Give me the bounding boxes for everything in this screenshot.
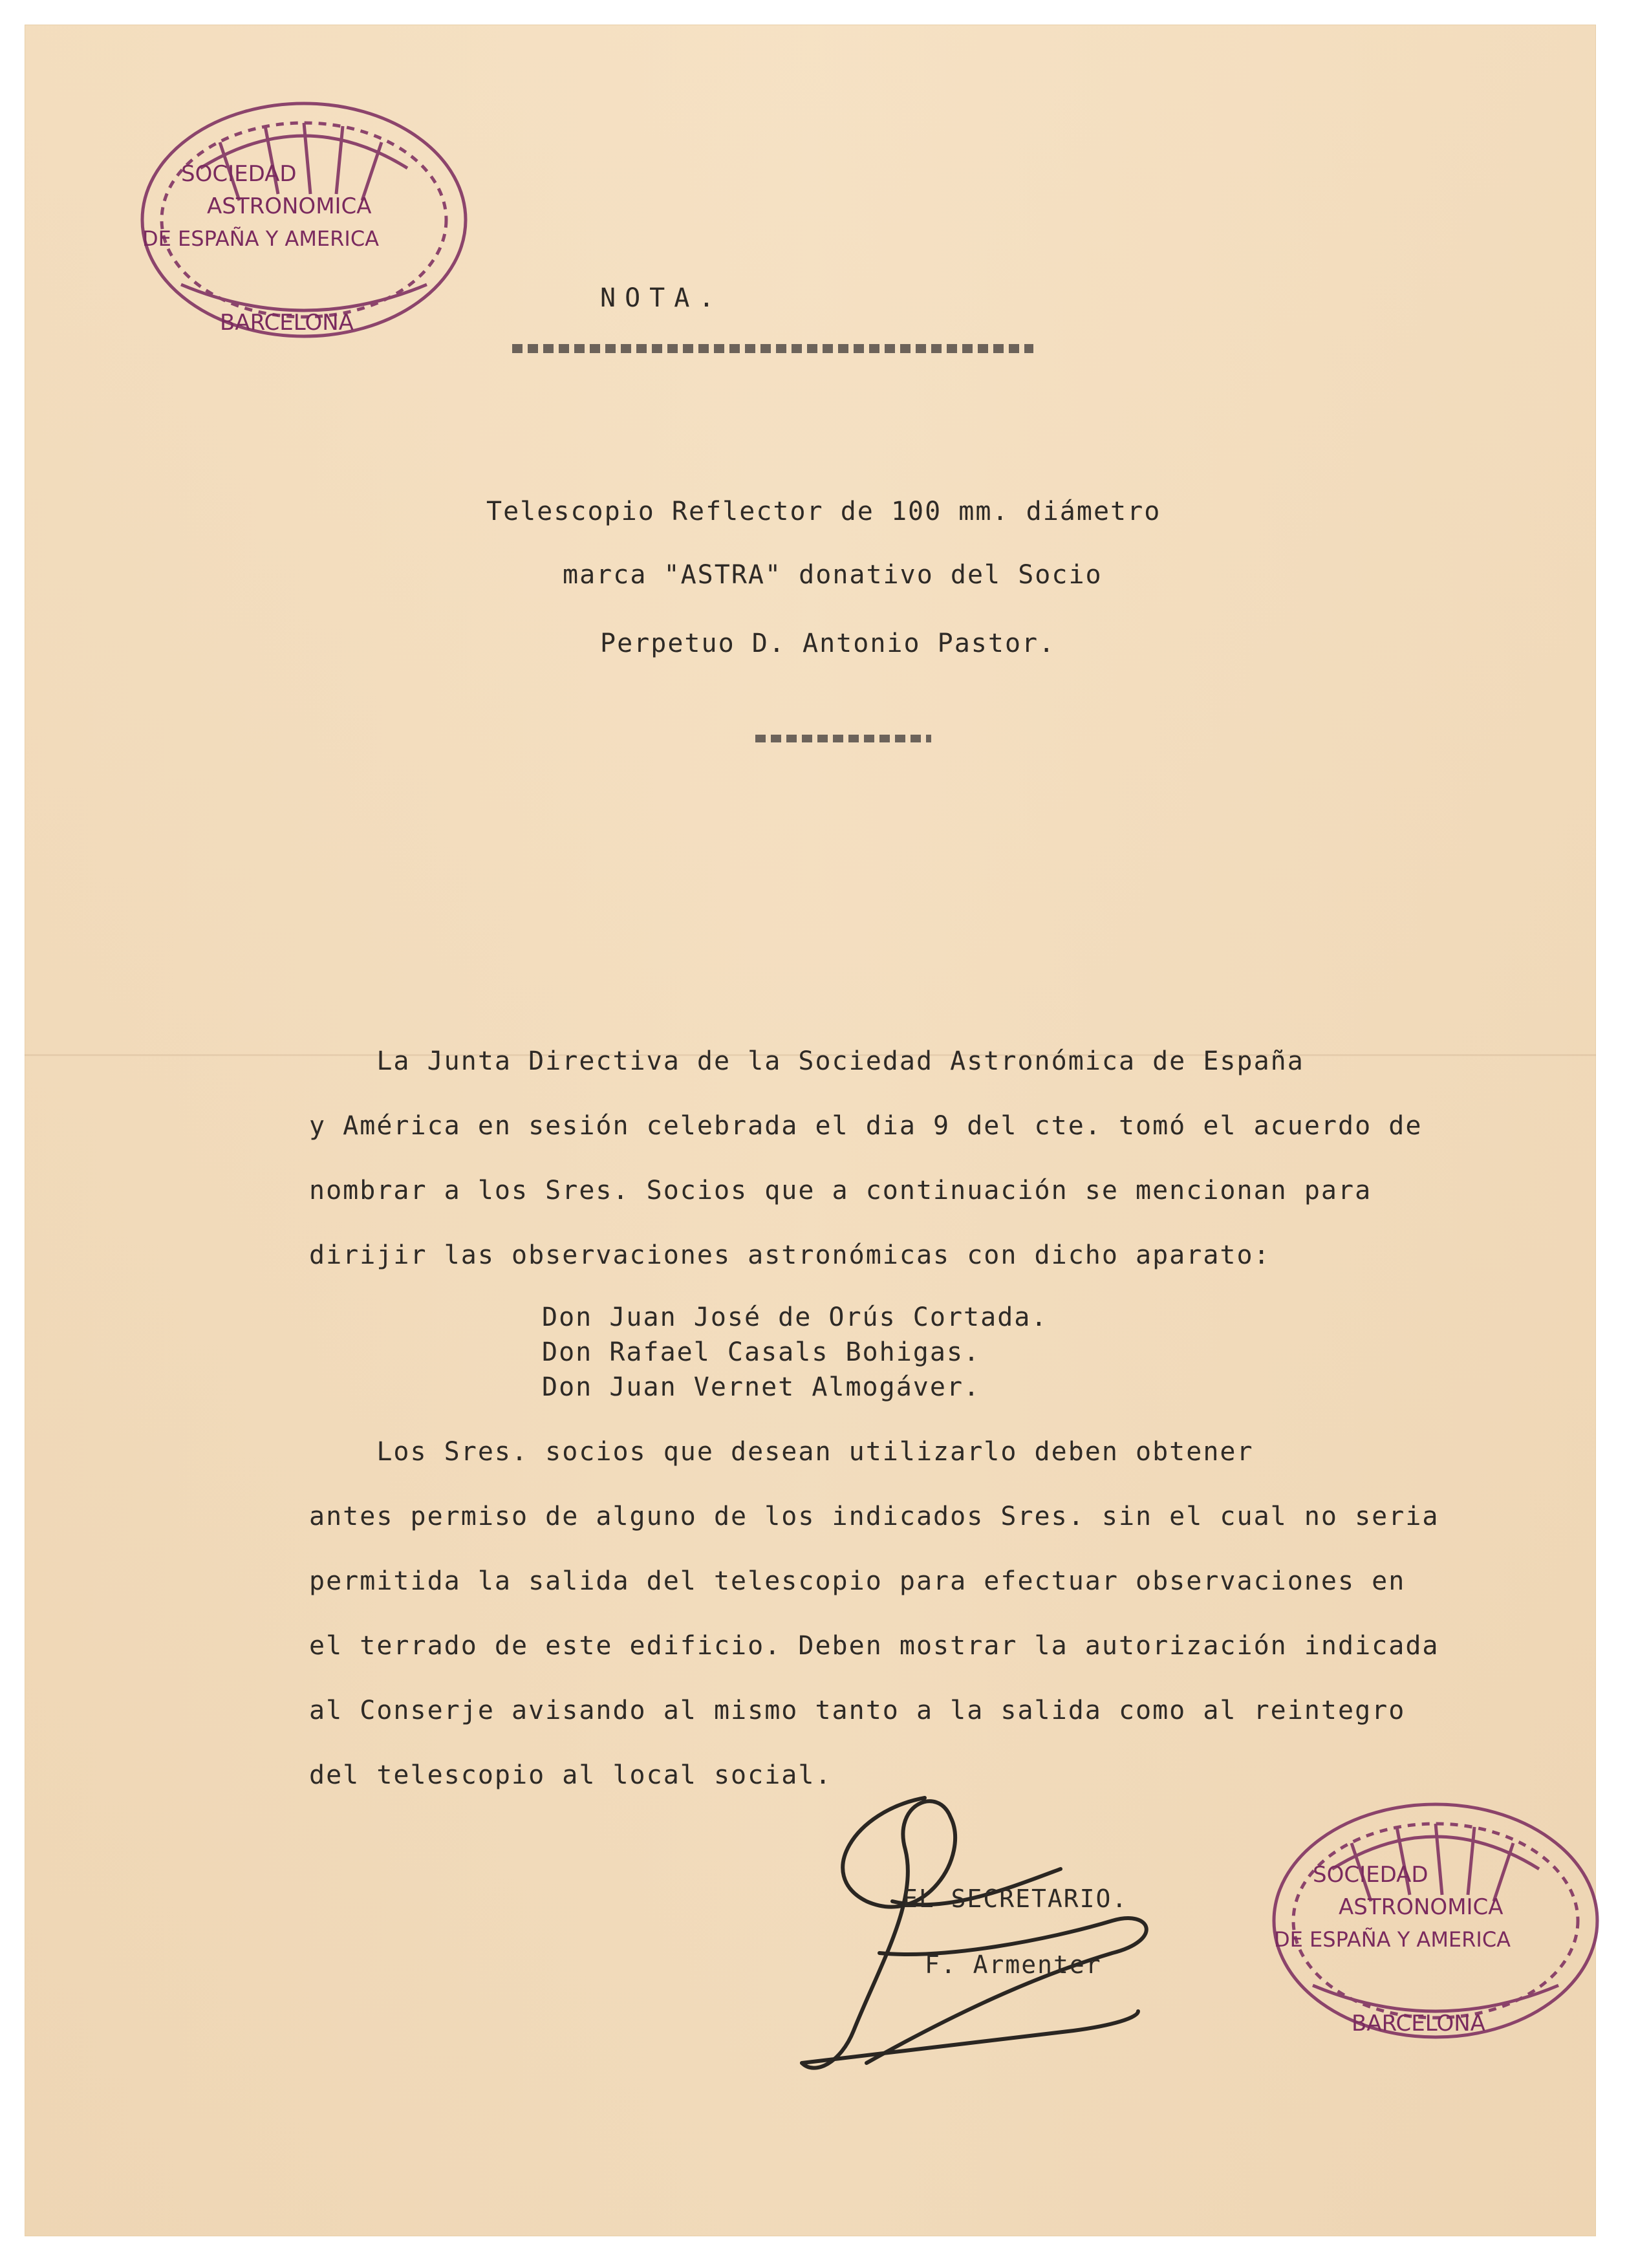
paragraph2-line-3: permitida la salida del telescopio para efectuar observaciones en [309, 1566, 1406, 1596]
stamp-line-2: ASTRONOMICA [207, 193, 372, 219]
society-stamp-top [123, 91, 485, 362]
stamp-line-3: DE ESPAÑA Y AMERICA [142, 226, 380, 251]
paragraph1-line-3: nombrar a los Sres. Socios que a continuación se mencionan para [309, 1176, 1372, 1205]
signature-role: EL SECRETARIO. [903, 1885, 1128, 1913]
paragraph2-line-4: el terrado de este edificio. Deben mostrar la autorización indicada [309, 1631, 1439, 1661]
member-name-3: Don Juan Vernet Almogáver. [542, 1372, 981, 1402]
member-name-2: Don Rafael Casals Bohigas. [542, 1337, 981, 1367]
paragraph2-line-6: del telescopio al local social. [309, 1760, 832, 1790]
header-line-3: Perpetuo D. Antonio Pastor. [600, 629, 1056, 658]
society-stamp-bottom [1255, 1791, 1617, 2063]
paragraph2-line-2: antes permiso de alguno de los indicados Sres. sin el cual no seria [309, 1502, 1439, 1531]
paragraph1-line-4: dirijir las observaciones astronómicas con dicho aparato: [309, 1240, 1271, 1270]
stamp-line-3: DE ESPAÑA Y AMERICA [1274, 1927, 1511, 1952]
stamp-line-1: SOCIEDAD [181, 161, 297, 187]
header-line-2: marca "ASTRA" donativo del Socio [563, 560, 1103, 590]
stamp-line-4: BARCELONA [220, 310, 354, 336]
stamp-line-2: ASTRONOMICA [1339, 1894, 1503, 1920]
header-line-1: Telescopio Reflector de 100 mm. diámetro [486, 497, 1161, 526]
paragraph1-line-2: y América en sesión celebrada el dia 9 del cte. tomó el acuerdo de [309, 1111, 1423, 1141]
member-name-1: Don Juan José de Orús Cortada. [542, 1302, 1048, 1332]
handwritten-signature [776, 1759, 1267, 2095]
paragraph1-line-1: La Junta Directiva de la Sociedad Astronómica de España [309, 1046, 1304, 1076]
signature-name: F. Armenter [925, 1950, 1102, 1979]
stamp-line-4: BARCELONA [1352, 2011, 1485, 2036]
document-title: NOTA. [600, 283, 724, 313]
paragraph2-line-5: al Conserje avisando al mismo tanto a la salida como al reintegro [309, 1696, 1406, 1725]
stamp-line-1: SOCIEDAD [1313, 1862, 1428, 1888]
paragraph2-line-1: Los Sres. socios que desean utilizarlo deben obtener [309, 1437, 1254, 1467]
section-divider [755, 735, 931, 742]
title-underline [512, 344, 1033, 353]
